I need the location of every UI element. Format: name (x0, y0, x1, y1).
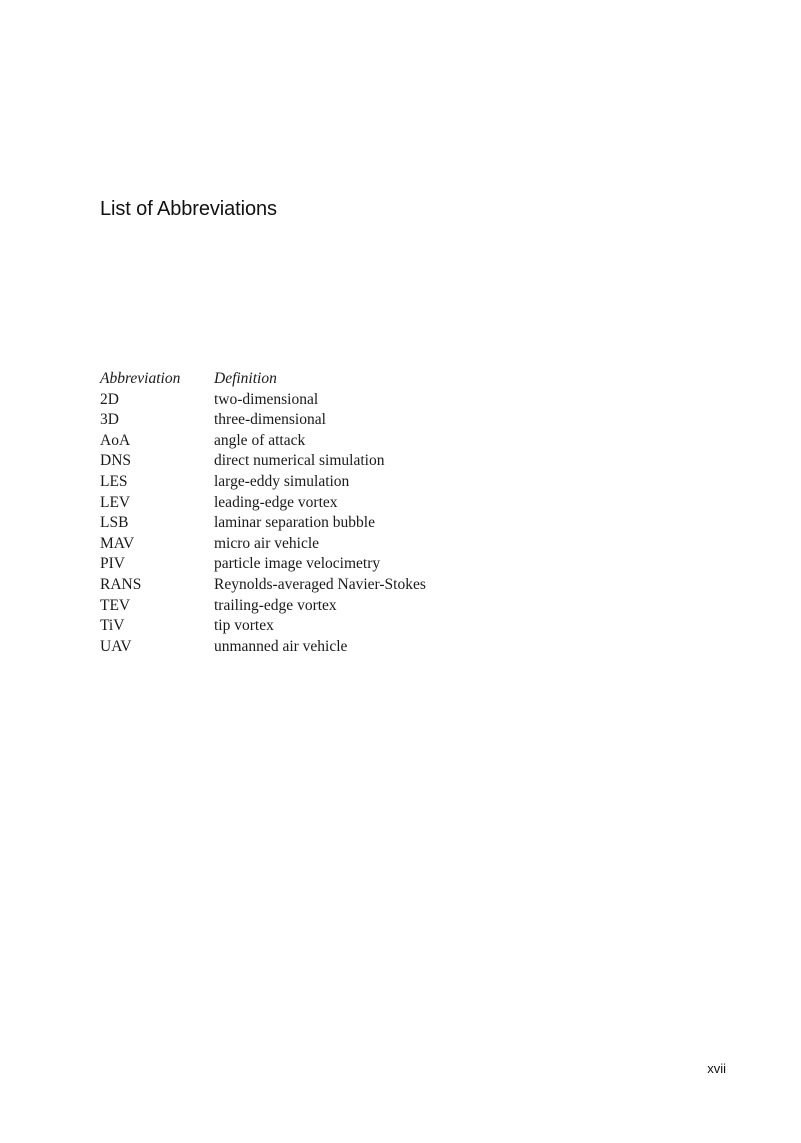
definition-cell: micro air vehicle (214, 534, 320, 552)
page-number: xvii (707, 1061, 726, 1076)
table-row (100, 390, 426, 411)
definition-cell: angle of attack (214, 431, 306, 449)
definition-cell: tip vortex (214, 617, 274, 635)
table-row (100, 596, 426, 617)
abbreviation-cell: UAV (100, 637, 132, 655)
abbreviation-cell: TEV (100, 596, 131, 614)
abbreviation-cell: LSB (100, 514, 129, 532)
abbreviations-table (100, 369, 426, 657)
abbreviation-cell: LEV (100, 493, 131, 511)
definition-cell: unmanned air vehicle (214, 637, 348, 655)
definition-cell: three-dimensional (214, 411, 326, 429)
table-row (100, 451, 426, 472)
definition-cell: Reynolds-averaged Navier-Stokes (214, 575, 426, 593)
table-row (100, 513, 426, 534)
abbreviation-cell: 2D (100, 390, 119, 408)
definition-cell: trailing-edge vortex (214, 596, 337, 614)
abbreviation-cell: 3D (100, 411, 119, 429)
definition-cell: two-dimensional (214, 390, 319, 408)
definition-cell: large-eddy simulation (214, 472, 350, 490)
definition-cell: laminar separation bubble (214, 514, 375, 532)
table-row (100, 493, 426, 514)
abbreviation-cell: MAV (100, 534, 135, 552)
table-row (100, 616, 426, 637)
definition-cell: direct numerical simulation (214, 452, 385, 470)
abbreviation-cell: RANS (100, 575, 142, 593)
abbreviation-cell: AoA (100, 431, 131, 449)
table-row (100, 554, 426, 575)
table-row (100, 472, 426, 493)
table-row (100, 637, 426, 658)
table-row (100, 534, 426, 555)
table-row (100, 431, 426, 452)
table-row (100, 410, 426, 431)
table-row (100, 575, 426, 596)
table-header-row (100, 369, 426, 390)
abbreviation-column-header: Abbreviation (100, 370, 181, 387)
definition-cell: leading-edge vortex (214, 493, 338, 511)
abbreviation-cell: PIV (100, 555, 125, 573)
abbreviation-cell: DNS (100, 452, 132, 470)
abbreviation-cell: LES (100, 472, 128, 490)
page-title: List of Abbreviations (100, 198, 277, 220)
definition-cell: particle image velocimetry (214, 555, 381, 573)
abbreviation-cell: TiV (100, 617, 125, 635)
definition-column-header: Definition (214, 370, 277, 387)
